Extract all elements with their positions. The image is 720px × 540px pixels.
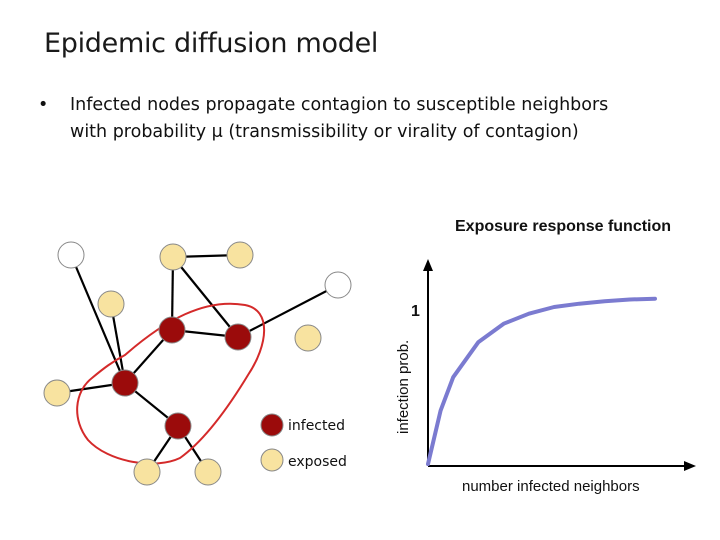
susceptible-node xyxy=(58,242,84,268)
exposed-node xyxy=(98,291,124,317)
x-axis-label: number infected neighbors xyxy=(462,478,640,495)
network-legend xyxy=(261,414,347,471)
bullet-text-line-2: with probability μ (transmissibility or virality of contagion) xyxy=(70,122,579,142)
x-axis-arrowhead xyxy=(684,461,696,471)
y-axis-arrowhead xyxy=(423,259,433,271)
legend-exposed-swatch xyxy=(261,449,283,471)
legend-infected-swatch xyxy=(261,414,283,436)
exposed-node xyxy=(195,459,221,485)
exposed-node xyxy=(295,325,321,351)
exposed-node xyxy=(160,244,186,270)
y-tick-label: 1 xyxy=(411,303,420,320)
exposed-node xyxy=(44,380,70,406)
exposed-node xyxy=(227,242,253,268)
network-edges xyxy=(57,255,338,472)
legend-infected-label: infected xyxy=(288,418,345,434)
bullet-text-line-1: Infected nodes propagate contagion to susceptible neighbors xyxy=(70,95,609,115)
slide-title: Epidemic diffusion model xyxy=(44,28,379,59)
exposure-response-chart xyxy=(395,218,696,495)
infected-node xyxy=(165,413,191,439)
y-axis-label: infection prob. xyxy=(395,339,412,434)
infected-node xyxy=(112,370,138,396)
legend-exposed-label: exposed xyxy=(288,454,347,470)
bullet-icon: • xyxy=(38,95,49,115)
chart-title: Exposure response function xyxy=(455,218,672,235)
network-edge xyxy=(238,285,338,337)
series-line xyxy=(428,299,655,464)
infected-node xyxy=(225,324,251,350)
network-nodes xyxy=(44,242,351,485)
network-edge xyxy=(71,255,125,383)
infected-node xyxy=(159,317,185,343)
susceptible-node xyxy=(325,272,351,298)
exposed-node xyxy=(134,459,160,485)
